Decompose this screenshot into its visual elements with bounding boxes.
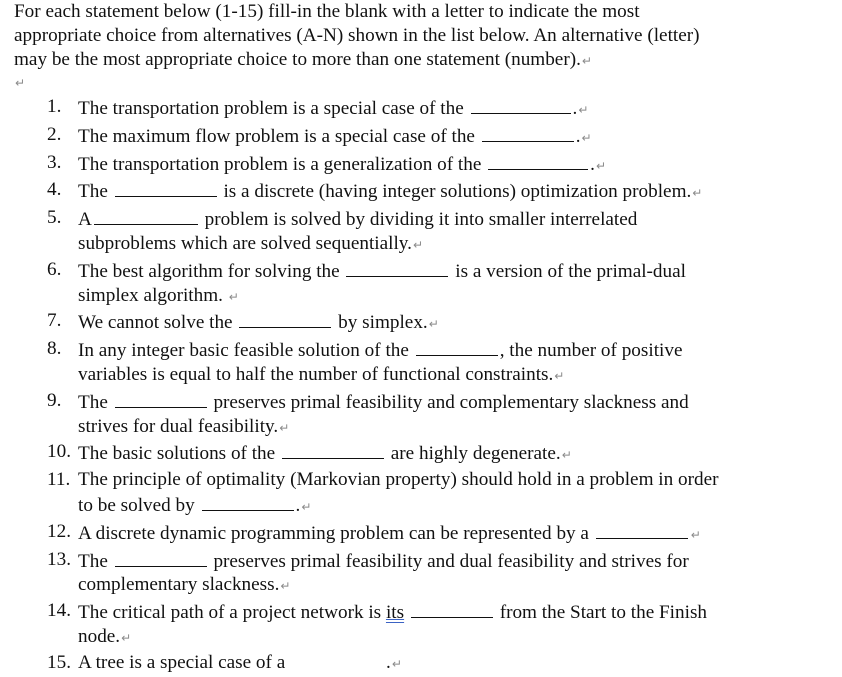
paragraph-mark-icon: ↵ xyxy=(578,103,589,117)
statement-continuation-text: node. xyxy=(78,625,121,647)
answer-blank[interactable] xyxy=(239,309,331,328)
statement-5 xyxy=(47,206,837,258)
statement-text-end: is a version of the primal-dual xyxy=(455,260,686,282)
statement-text-end: problem is solved by dividing it into smaller interrelated xyxy=(204,209,638,231)
statement-15 xyxy=(47,651,837,677)
statement-text-end: . xyxy=(575,125,581,147)
statement-text: The critical path of a project network is xyxy=(78,602,382,624)
answer-blank[interactable] xyxy=(94,206,198,225)
statement-4 xyxy=(47,178,837,206)
paragraph-mark-icon: ↵ xyxy=(690,527,701,542)
statement-text: The transportation problem is a generalization of the xyxy=(78,153,482,175)
statement-12 xyxy=(47,520,837,548)
statement-14 xyxy=(47,599,837,651)
statement-text-end: . xyxy=(295,494,301,516)
paragraph-mark-icon: ↵ xyxy=(581,53,592,68)
answer-blank[interactable] xyxy=(411,599,493,618)
statement-text: The principle of optimality (Markovian property) should hold in a problem in order xyxy=(78,469,719,491)
statement-continuation-text: subproblems which are solved sequentially. xyxy=(78,232,412,254)
statement-7 xyxy=(47,309,837,337)
statement-text: The maximum flow problem is a special case of the xyxy=(78,125,475,147)
instructions-line-3-text: may be the most appropriate choice to more than one statement (number). xyxy=(14,48,581,70)
statement-number: 13. xyxy=(47,548,71,570)
statement-13 xyxy=(47,548,837,600)
answer-blank[interactable] xyxy=(202,492,294,511)
statement-number: 6. xyxy=(47,258,62,280)
statement-text: The xyxy=(78,550,108,572)
statement-continuation xyxy=(78,573,837,599)
paragraph-mark-icon: ↵ xyxy=(391,656,402,671)
statement-number: 15. xyxy=(47,651,71,673)
paragraph-mark-icon: ↵ xyxy=(428,317,439,332)
statement-3 xyxy=(47,151,837,179)
paragraph-mark-icon: ↵ xyxy=(561,448,572,463)
answer-blank[interactable] xyxy=(115,389,207,408)
statement-number: 5. xyxy=(47,207,62,229)
empty-paragraph-mark: ↵ xyxy=(15,76,26,90)
paragraph-mark-icon: ↵ xyxy=(554,368,565,383)
statement-number: 7. xyxy=(47,310,62,332)
statement-continuation xyxy=(78,492,837,520)
statement-text: The basic solutions of the xyxy=(78,443,276,465)
statement-text-end: from the Start to the Finish xyxy=(499,602,708,624)
statement-8 xyxy=(47,337,837,389)
paragraph-mark-icon: ↵ xyxy=(121,630,132,645)
paragraph-mark-icon: ↵ xyxy=(228,289,239,304)
answer-blank[interactable] xyxy=(596,520,688,539)
answer-blank[interactable] xyxy=(471,95,571,114)
statement-1 xyxy=(47,95,837,123)
statement-text-end: preserves primal feasibility and dual feasibility and strives for xyxy=(213,550,689,572)
statement-text: A tree is a special case of a xyxy=(78,651,286,673)
statement-continuation xyxy=(78,625,837,651)
statement-text: We cannot solve the xyxy=(78,312,233,334)
statement-list xyxy=(47,95,837,677)
statement-11 xyxy=(47,468,837,520)
statement-text: A discrete dynamic programming problem can be represented by a xyxy=(78,522,589,544)
statement-number: 8. xyxy=(47,338,62,360)
instructions-line-2: appropriate choice from alternatives (A-N) shown in the list below. An alternative (letter) xyxy=(14,24,700,46)
statement-number: 11. xyxy=(47,469,71,491)
statement-continuation xyxy=(78,415,837,441)
statement-6 xyxy=(47,258,837,310)
statement-continuation xyxy=(78,363,837,389)
statement-number: 9. xyxy=(47,389,62,411)
statement-continuation-text: complementary slackness. xyxy=(78,574,280,596)
statement-text: The transportation problem is a special case of the xyxy=(78,98,464,119)
statement-text: In any integer basic feasible solution of the xyxy=(78,340,409,362)
statement-text-end: are highly degenerate. xyxy=(390,443,561,465)
statement-9 xyxy=(47,389,837,441)
instructions xyxy=(14,0,834,73)
statement-text-underlined: its xyxy=(385,602,405,624)
statement-continuation xyxy=(78,284,837,310)
statement-text: A xyxy=(78,209,92,231)
statement-text: The xyxy=(78,391,108,413)
statement-text-end: by simplex. xyxy=(338,312,428,334)
statement-text-end: . xyxy=(590,153,595,175)
statement-continuation-text: variables is equal to half the number of functional constraints. xyxy=(78,363,554,385)
statement-text-end: preserves primal feasibility and complementary slackness and xyxy=(213,391,689,413)
answer-blank[interactable] xyxy=(346,258,448,277)
paragraph-mark-icon: ↵ xyxy=(595,158,606,173)
statement-number: 14. xyxy=(47,600,71,622)
paragraph-mark-icon: ↵ xyxy=(692,186,703,201)
statement-number: 2. xyxy=(47,123,62,145)
answer-blank[interactable] xyxy=(282,440,384,459)
statement-number: 12. xyxy=(47,520,71,542)
answer-blank[interactable] xyxy=(115,548,207,567)
statement-continuation-text: strives for dual feasibility. xyxy=(78,415,279,437)
paragraph-mark-icon: ↵ xyxy=(581,130,592,145)
statement-text-end: . xyxy=(386,651,391,673)
answer-blank[interactable] xyxy=(488,151,588,170)
answer-blank[interactable] xyxy=(482,123,574,142)
paragraph-mark-icon: ↵ xyxy=(412,237,423,252)
paragraph-mark-icon: ↵ xyxy=(301,499,312,514)
statement-text-end: , the number of positive xyxy=(499,340,683,362)
statement-number: 10. xyxy=(47,441,71,463)
paragraph-mark-icon: ↵ xyxy=(279,420,290,435)
statement-number: 1. xyxy=(47,96,62,117)
statement-number: 4. xyxy=(47,179,62,201)
instructions-line-3 xyxy=(14,48,834,74)
statement-continuation-text: to be solved by xyxy=(78,494,195,516)
statement-continuation xyxy=(78,232,837,258)
instructions-line-1: For each statement below (1-15) fill-in the blank with a letter to indicate the most xyxy=(14,1,640,22)
answer-blank[interactable] xyxy=(416,337,498,356)
statement-10 xyxy=(47,440,837,468)
paragraph-mark-icon: ↵ xyxy=(280,579,291,594)
statement-number: 3. xyxy=(47,151,62,173)
statement-text: The xyxy=(78,181,108,203)
statement-text-end: is a discrete (having integer solutions) optimization problem. xyxy=(223,181,692,203)
statement-text-end: . xyxy=(572,98,578,119)
statement-text: The best algorithm for solving the xyxy=(78,260,340,282)
statement-2 xyxy=(47,123,837,151)
answer-blank[interactable] xyxy=(115,178,217,197)
statement-continuation-text: simplex algorithm. xyxy=(78,284,223,306)
